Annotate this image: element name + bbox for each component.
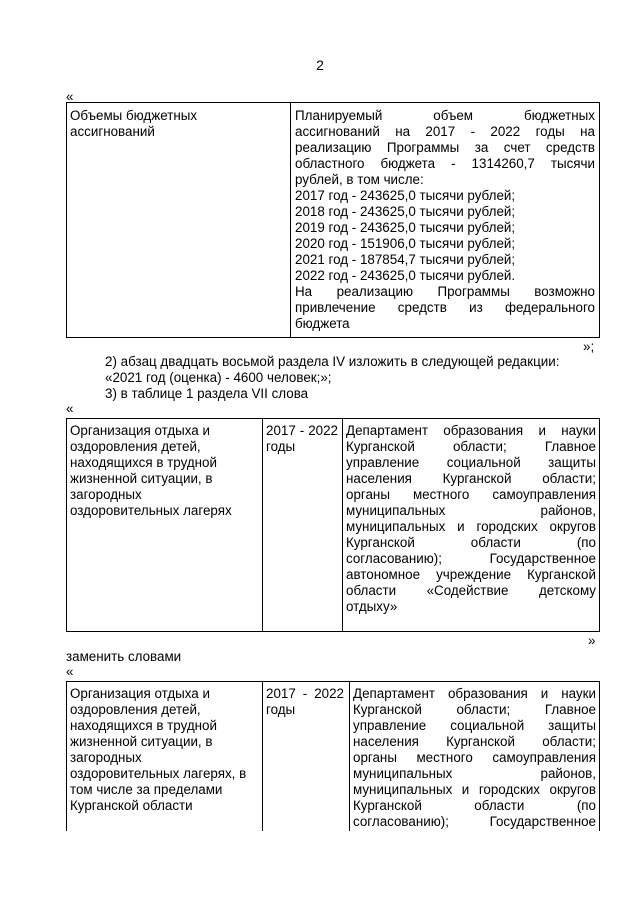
activity-old-executor-line: области «Содействие детскому (346, 583, 596, 598)
activity-new-period (266, 686, 344, 718)
quote-open-3: « (66, 664, 74, 679)
activity-new-executor-line: управление социальной защиты (353, 718, 596, 733)
activity-new-executor-line: Департамент образования и науки (353, 686, 596, 701)
quote-close-2: » (588, 633, 596, 648)
replace-words-text: заменить словами (66, 649, 182, 664)
paragraph-amend-3: 3) в таблице 1 раздела VII слова (105, 386, 309, 401)
budget-line: 2021 год - 187854,7 тысячи рублей; (295, 252, 516, 267)
activity-table-new-divider-2 (349, 681, 350, 831)
activity-old-executor-line: органы местного самоуправления (346, 487, 596, 502)
activity-new-name-line: оздоровления детей, (70, 702, 201, 717)
activity-old-executor-line: Курганской области (по (346, 535, 596, 550)
activity-new-period-line: годы (266, 702, 296, 717)
budget-line: На реализацию Программы возможно (295, 284, 595, 299)
activity-new-name-line: том числе за пределами (70, 782, 223, 797)
paragraph-quote: «2021 год (оценка) - 4600 человек;»; (105, 370, 332, 385)
budget-table-divider (290, 102, 291, 338)
activity-old-period (266, 423, 338, 455)
activity-old-name-line: загородных (70, 487, 142, 502)
activity-new-name (70, 686, 258, 814)
activity-old-executor-line: автономное учреждение Курганской (346, 567, 596, 582)
activity-old-name-line: находящихся в трудной (70, 455, 217, 470)
budget-line: 2020 год - 151906,0 тысячи рублей; (295, 236, 516, 251)
activity-old-name-line: оздоровления детей, (70, 439, 201, 454)
activity-new-name-line: жизненной ситуации, в (70, 734, 213, 749)
budget-label-line: Объемы бюджетных (70, 108, 198, 123)
budget-line: реализацию Программы за счет средств (295, 140, 595, 155)
budget-line: 2019 год - 243625,0 тысячи рублей; (295, 220, 516, 235)
activity-old-executor-line: управление социальной защиты (346, 455, 596, 470)
activity-new-executor-line: муниципальных районов, (353, 766, 596, 781)
quote-open-1: « (66, 89, 74, 104)
budget-label-line: ассигнований (70, 124, 155, 139)
budget-line: 2018 год - 243625,0 тысячи рублей; (295, 204, 516, 219)
activity-old-executor-line: муниципальных и городских округов (346, 519, 596, 534)
activity-table-old-divider-1 (262, 418, 263, 632)
activity-new-executor-line: населения Курганской области; (353, 734, 596, 749)
budget-table-label (70, 108, 284, 140)
budget-line: Планируемый объем бюджетных (295, 108, 595, 123)
activity-new-executors (353, 686, 596, 830)
quote-open-2: « (66, 401, 74, 416)
activity-old-executor-line: Курганской области; Главное (346, 439, 596, 454)
budget-line: 2017 год - 243625,0 тысячи рублей; (295, 188, 516, 203)
activity-old-executor-line: отдыху» (346, 599, 398, 614)
activity-old-name-line: оздоровительных лагерях (70, 503, 232, 518)
budget-line: бюджета (295, 316, 350, 331)
activity-table-new-divider-1 (262, 681, 263, 831)
paragraph-amend-2: 2) абзац двадцать восьмой раздела IV изложить в следующей редакции: (105, 354, 560, 369)
budget-line: ассигнований на 2017 - 2022 годы на (295, 124, 595, 139)
activity-old-executor-line: муниципальных районов, (346, 503, 596, 518)
activity-old-name-line: жизненной ситуации, в (70, 471, 213, 486)
activity-new-period-line: 2017 - 2022 (266, 686, 344, 701)
activity-new-executor-line: муниципальных и городских округов (353, 782, 596, 797)
activity-new-executor-line: Курганской области (по (353, 798, 596, 813)
activity-old-period-line: 2017 - 2022 (266, 423, 338, 438)
activity-new-executor-line: органы местного самоуправления (353, 750, 596, 765)
budget-line: привлечение средств из федерального (295, 300, 595, 315)
budget-line: областного бюджета - 1314260,7 тысячи (295, 156, 595, 171)
activity-new-name-line: находящихся в трудной (70, 718, 217, 733)
budget-line: 2022 год - 243625,0 тысячи рублей. (295, 268, 516, 283)
activity-old-executor-line: населения Курганской области; (346, 471, 596, 486)
activity-new-name-line: Курганской области (70, 798, 193, 813)
quote-close-1: »; (583, 339, 595, 354)
activity-old-period-line: годы (266, 439, 296, 454)
activity-new-executor-line: согласованию); Государственное (353, 814, 596, 829)
activity-old-executors (346, 423, 596, 615)
activity-old-executor-line: Департамент образования и науки (346, 423, 596, 438)
activity-new-name-line: оздоровительных лагерях, в (70, 766, 247, 781)
page-number: 2 (316, 57, 324, 73)
activity-new-executor-line: Курганской области; Главное (353, 702, 596, 717)
budget-table-value (295, 108, 595, 332)
activity-table-old-divider-2 (342, 418, 343, 632)
activity-new-name-line: Организация отдыха и (70, 686, 210, 701)
activity-new-name-line: загородных (70, 750, 142, 765)
activity-old-name-line: Организация отдыха и (70, 423, 210, 438)
budget-line: рублей, в том числе: (295, 172, 424, 187)
activity-old-executor-line: согласованию); Государственное (346, 551, 596, 566)
activity-old-name (70, 423, 258, 519)
